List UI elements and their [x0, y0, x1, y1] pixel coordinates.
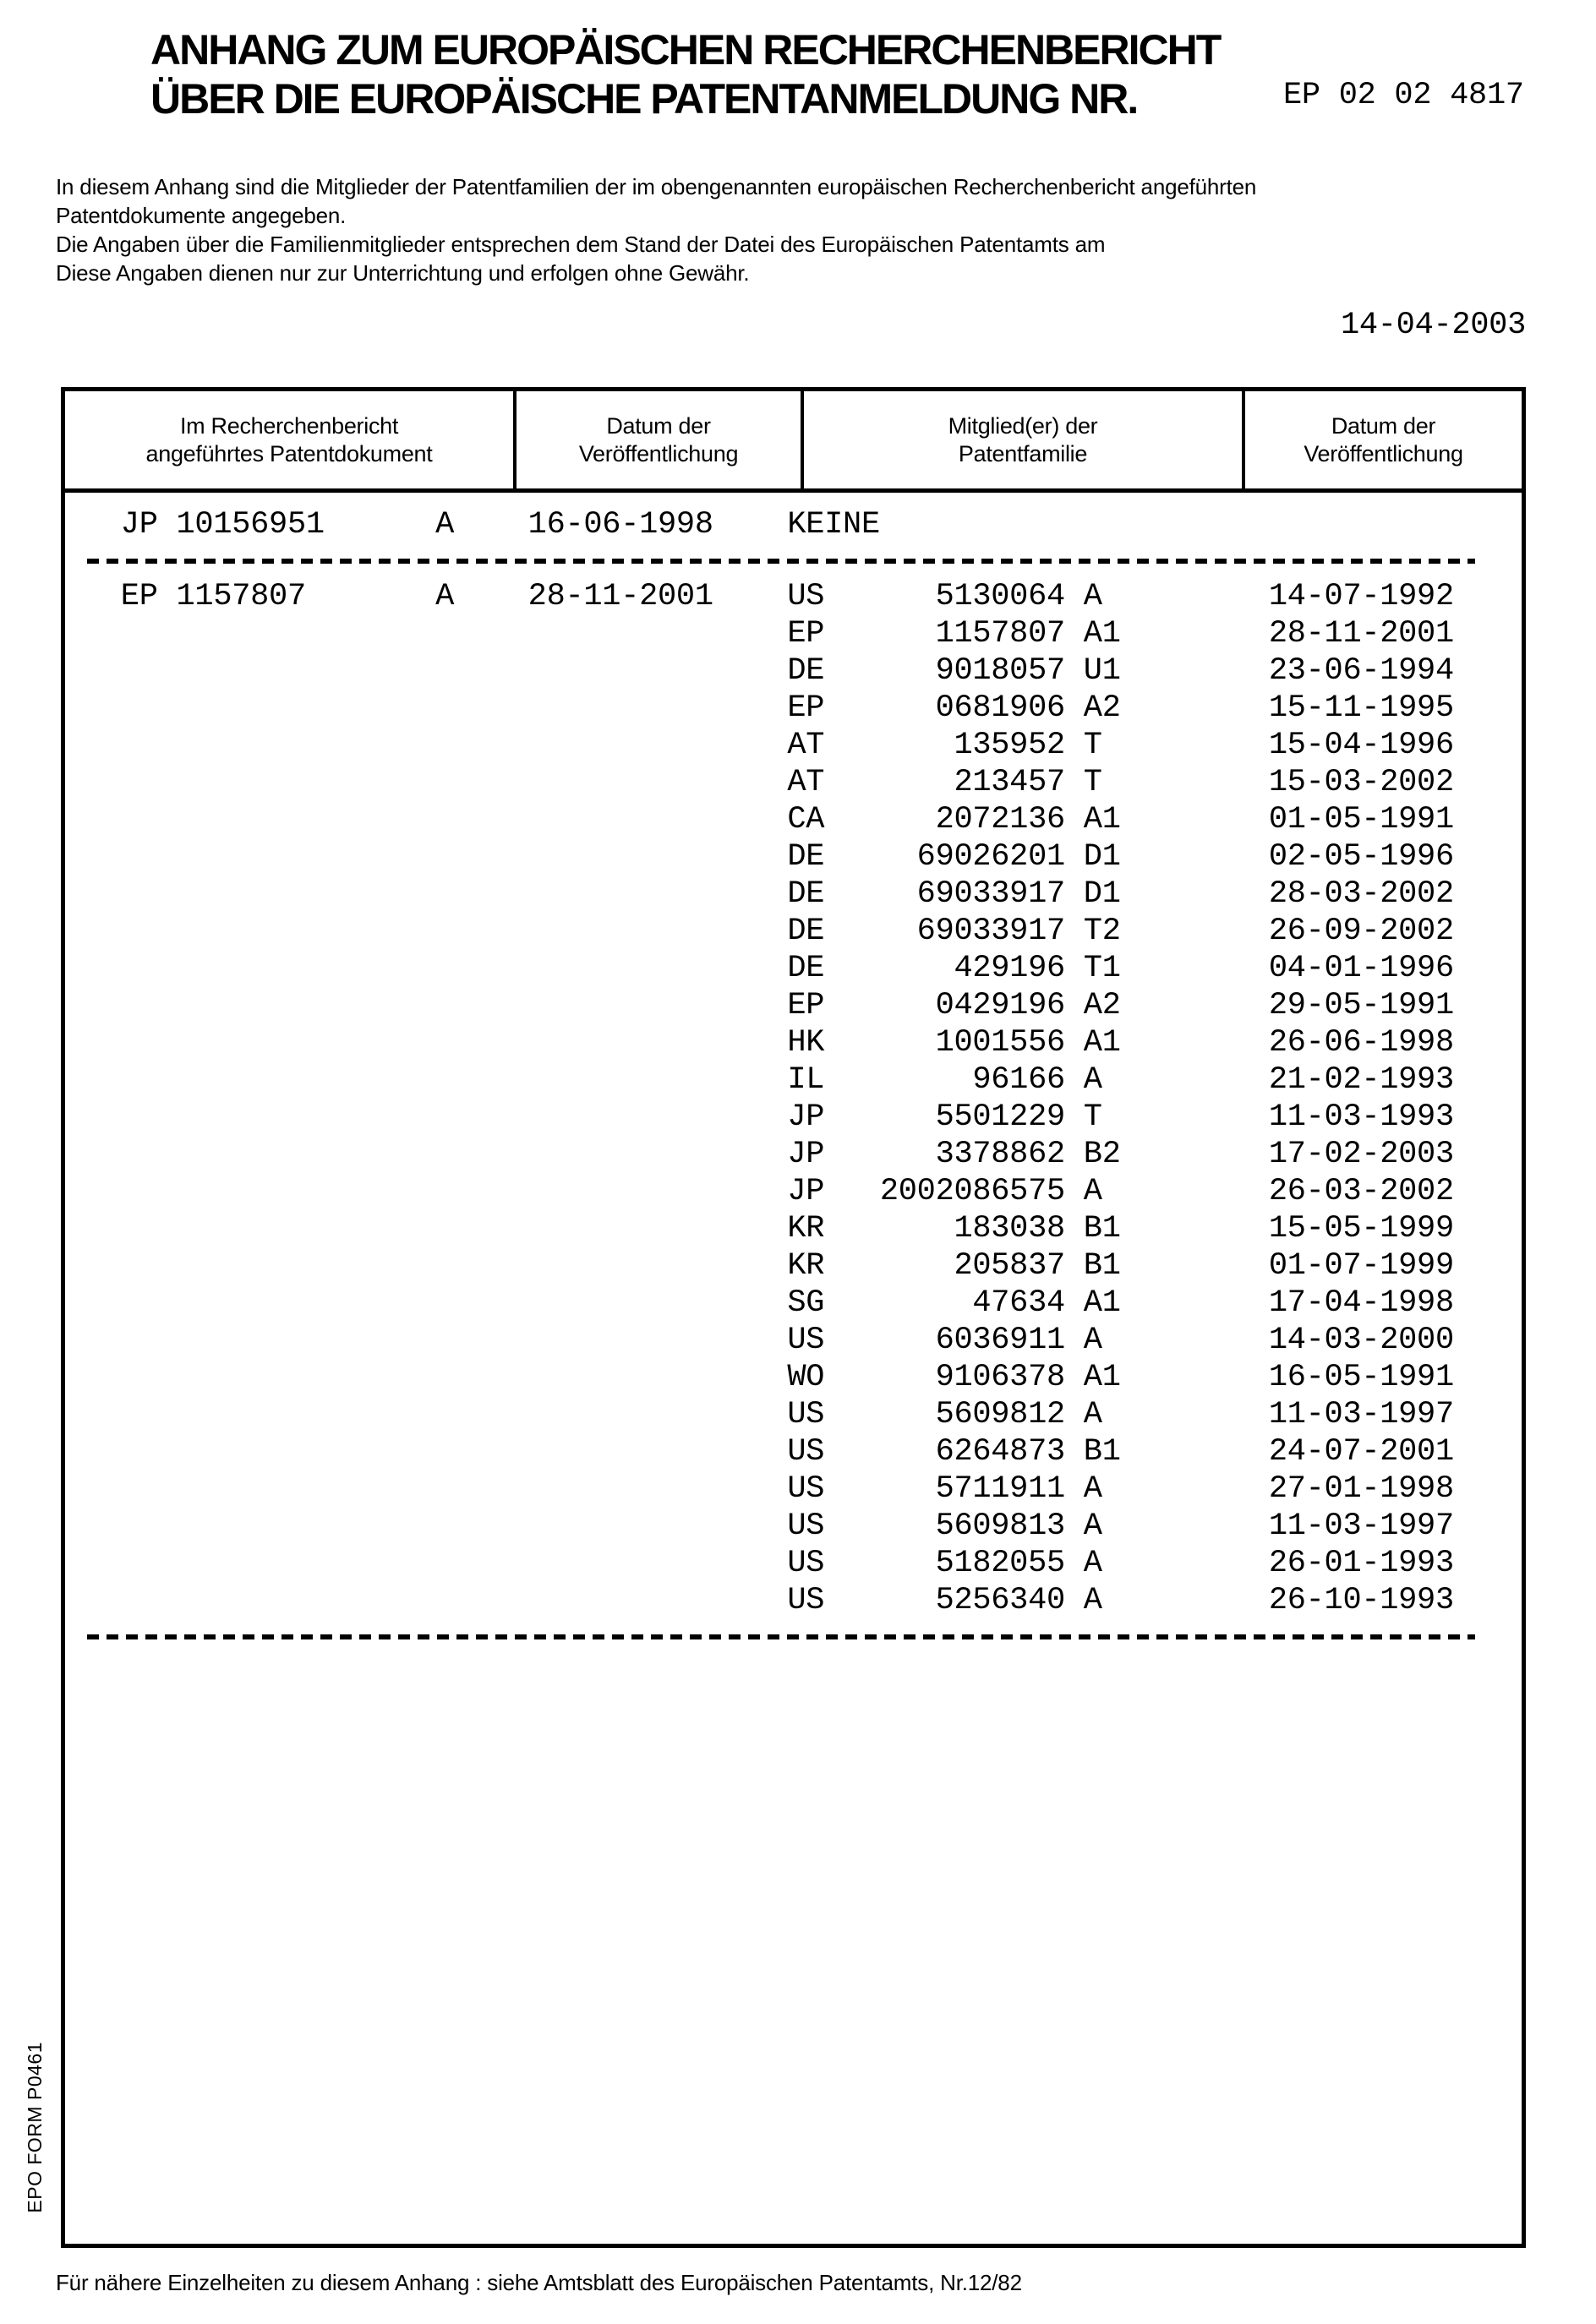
patent-row: WO 9106378 A1 16-05-1991: [84, 1360, 1454, 1395]
column-header-text: Datum der: [606, 412, 711, 439]
patent-row: JP 10156951 A 16-06-1998 KEINE: [84, 507, 880, 543]
file-date: 14-04-2003: [1340, 308, 1526, 343]
column-header-publication-date: [517, 391, 804, 488]
patent-row: US 5609813 A 11-03-1997: [84, 1508, 1454, 1544]
patent-row: EP 0429196 A2 29-05-1991: [84, 988, 1454, 1023]
application-number: EP 02 02 4817: [1283, 78, 1524, 113]
patent-row: CA 2072136 A1 01-05-1991: [84, 802, 1454, 837]
column-header-family-members: [804, 391, 1245, 488]
intro-line: In diesem Anhang sind die Mitglieder der Patentfamilien der im obengenannten europäischen Recherchenbericht angeführten: [56, 174, 1257, 199]
patent-row: DE 9018057 U1 23-06-1994: [84, 653, 1454, 689]
column-header-text: Mitglied(er) der: [948, 412, 1098, 439]
column-header-text: Im Recherchenbericht: [179, 412, 399, 439]
epo-form-label: EPO FORM P0461: [24, 2042, 46, 2213]
table-body: [65, 493, 1522, 1639]
table-header-row: [65, 391, 1522, 493]
column-header-cited-document: [65, 391, 517, 488]
patent-row: EP 1157807 A1 28-11-2001: [84, 616, 1454, 652]
entry-separator: [87, 1634, 1475, 1639]
intro-line: Diese Angaben dienen nur zur Unterrichtung und erfolgen ohne Gewähr.: [56, 260, 750, 286]
page-title: [150, 25, 1220, 123]
intro-line: Die Angaben über die Familienmitglieder entsprechen dem Stand der Datei des Europäischen Patentamts am: [56, 232, 1106, 257]
entry-separator: [87, 559, 1475, 564]
patent-row: HK 1001556 A1 26-06-1998: [84, 1025, 1454, 1061]
patent-row: US 6036911 A 14-03-2000: [84, 1323, 1454, 1358]
patent-row: IL 96166 A 21-02-1993: [84, 1062, 1454, 1098]
column-header-text: Datum der: [1331, 412, 1436, 439]
patent-row: JP 5501229 T 11-03-1993: [84, 1099, 1454, 1135]
intro-text: [56, 172, 1256, 287]
patent-row: US 6264873 B1 24-07-2001: [84, 1434, 1454, 1470]
patent-row: KR 183038 B1 15-05-1999: [84, 1211, 1454, 1247]
patent-row: DE 429196 T1 04-01-1996: [84, 951, 1454, 986]
patent-row: DE 69026201 D1 02-05-1996: [84, 839, 1454, 875]
column-header-text: Patentfamilie: [958, 440, 1088, 466]
patent-row: US 5609812 A 11-03-1997: [84, 1397, 1454, 1432]
patent-row: AT 213457 T 15-03-2002: [84, 765, 1454, 800]
column-header-family-publication-date: [1245, 391, 1522, 488]
patent-row: KR 205837 B1 01-07-1999: [84, 1248, 1454, 1284]
patent-row: DE 69033917 D1 28-03-2002: [84, 876, 1454, 912]
patent-row: US 5711911 A 27-01-1998: [84, 1471, 1454, 1507]
patent-family-table: [61, 387, 1526, 2248]
patent-row: US 5256340 A 26-10-1993: [84, 1583, 1454, 1618]
patent-row: DE 69033917 T2 26-09-2002: [84, 914, 1454, 949]
patent-row: JP 3378862 B2 17-02-2003: [84, 1137, 1454, 1172]
patent-row: EP 1157807 A 28-11-2001 US 5130064 A 14-07-1992: [84, 579, 1454, 614]
footer-note: Für nähere Einzelheiten zu diesem Anhang : siehe Amtsblatt des Europäischen Patentamts, Nr.12/82: [56, 2270, 1022, 2295]
intro-line: Patentdokumente angegeben.: [56, 203, 347, 228]
patent-row: US 5182055 A 26-01-1993: [84, 1546, 1454, 1581]
patent-row: EP 0681906 A2 15-11-1995: [84, 690, 1454, 726]
column-header-text: Veröffentlichung: [578, 440, 739, 466]
column-header-text: Veröffentlichung: [1304, 440, 1463, 466]
patent-row: SG 47634 A1 17-04-1998: [84, 1285, 1454, 1321]
patent-row: AT 135952 T 15-04-1996: [84, 728, 1454, 763]
page-title-line2: ÜBER DIE EUROPÄISCHE PATENTANMELDUNG NR.: [150, 75, 1138, 123]
column-header-text: angeführtes Patentdokument: [145, 440, 433, 466]
patent-row: JP 2002086575 A 26-03-2002: [84, 1174, 1454, 1209]
page-title-line1: ANHANG ZUM EUROPÄISCHEN RECHERCHENBERICHT: [150, 26, 1221, 74]
